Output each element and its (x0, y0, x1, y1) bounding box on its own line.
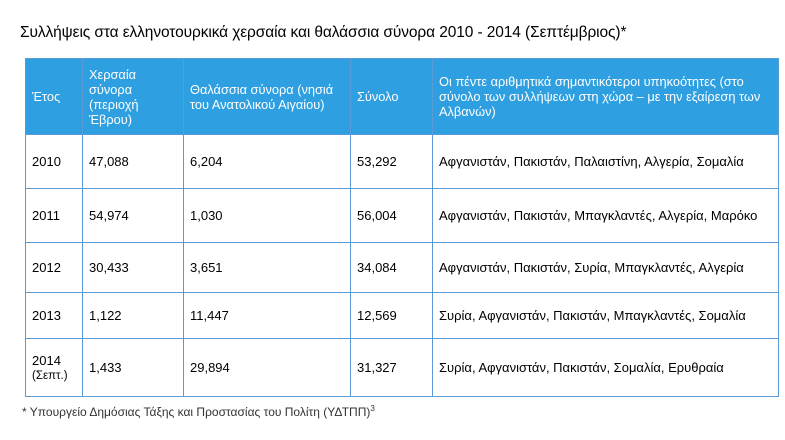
table-row (26, 339, 779, 397)
cell-nationalities: Συρία, Αφγανιστάν, Πακιστάν, Μπαγκλαντές, Σομαλία (433, 293, 779, 339)
cell-nationalities: Αφγανιστάν, Πακιστάν, Παλαιστίνη, Αλγερία, Σομαλία (433, 135, 779, 189)
cell-year (26, 339, 83, 397)
cell-sea: 6,204 (184, 135, 351, 189)
year-value: 2011 (32, 207, 60, 223)
cell-land: 1,122 (83, 293, 184, 339)
table-row (26, 243, 779, 293)
footnote-ref: 3 (370, 404, 375, 413)
cell-total: 31,327 (351, 339, 433, 397)
header-sea-borders: Θαλάσσια σύνορα (νησιά του Ανατολικού Αιγαίου) (184, 59, 351, 135)
header-total: Σύνολο (351, 59, 433, 135)
cell-total: 34,084 (351, 243, 433, 293)
table-row (26, 189, 779, 243)
cell-nationalities: Αφγανιστάν, Πακιστάν, Μπαγκλαντές, Αλγερία, Μαρόκο (433, 189, 779, 243)
cell-land: 1,433 (83, 339, 184, 397)
year-note: (Σεπτ.) (32, 369, 68, 382)
source-footnote (22, 404, 375, 419)
cell-land: 30,433 (83, 243, 184, 293)
cell-sea: 3,651 (184, 243, 351, 293)
cell-year (26, 135, 83, 189)
arrests-table (25, 58, 779, 397)
cell-land: 54,974 (83, 189, 184, 243)
year-value: 2014 (32, 352, 61, 368)
cell-year (26, 293, 83, 339)
table-row (26, 135, 779, 189)
cell-nationalities: Αφγανιστάν, Πακιστάν, Συρία, Μπαγκλαντές, Αλγερία (433, 243, 779, 293)
cell-sea: 11,447 (184, 293, 351, 339)
cell-land: 47,088 (83, 135, 184, 189)
header-land-borders: Χερσαία σύνορα (περιοχή Έβρου) (83, 59, 184, 135)
header-year: Έτος (26, 59, 83, 135)
cell-nationalities: Συρία, Αφγανιστάν, Πακιστάν, Σομαλία, Ερυθραία (433, 339, 779, 397)
cell-total: 56,004 (351, 189, 433, 243)
footnote-text: * Υπουργείο Δημόσιας Τάξης και Προστασίας του Πολίτη (ΥΔΤΠΠ) (22, 405, 371, 419)
year-value: 2013 (32, 307, 61, 323)
cell-sea: 1,030 (184, 189, 351, 243)
table-row (26, 293, 779, 339)
table-title: Συλλήψεις στα ελληνοτουρκικά χερσαία και θαλάσσια σύνορα 2010 - 2014 (Σεπτέμβριος)* (20, 24, 627, 41)
cell-total: 12,569 (351, 293, 433, 339)
header-nationalities: Οι πέντε αριθμητικά σημαντικότεροι υπηκοότητες (στο σύνολο των συλλήψεων στη χώρα – με την εξαίρεση των Αλβανών) (433, 59, 779, 135)
cell-year (26, 189, 83, 243)
table-header-row (26, 59, 779, 135)
cell-year (26, 243, 83, 293)
cell-sea: 29,894 (184, 339, 351, 397)
year-value: 2012 (32, 259, 61, 275)
year-value: 2010 (32, 153, 61, 169)
cell-total: 53,292 (351, 135, 433, 189)
